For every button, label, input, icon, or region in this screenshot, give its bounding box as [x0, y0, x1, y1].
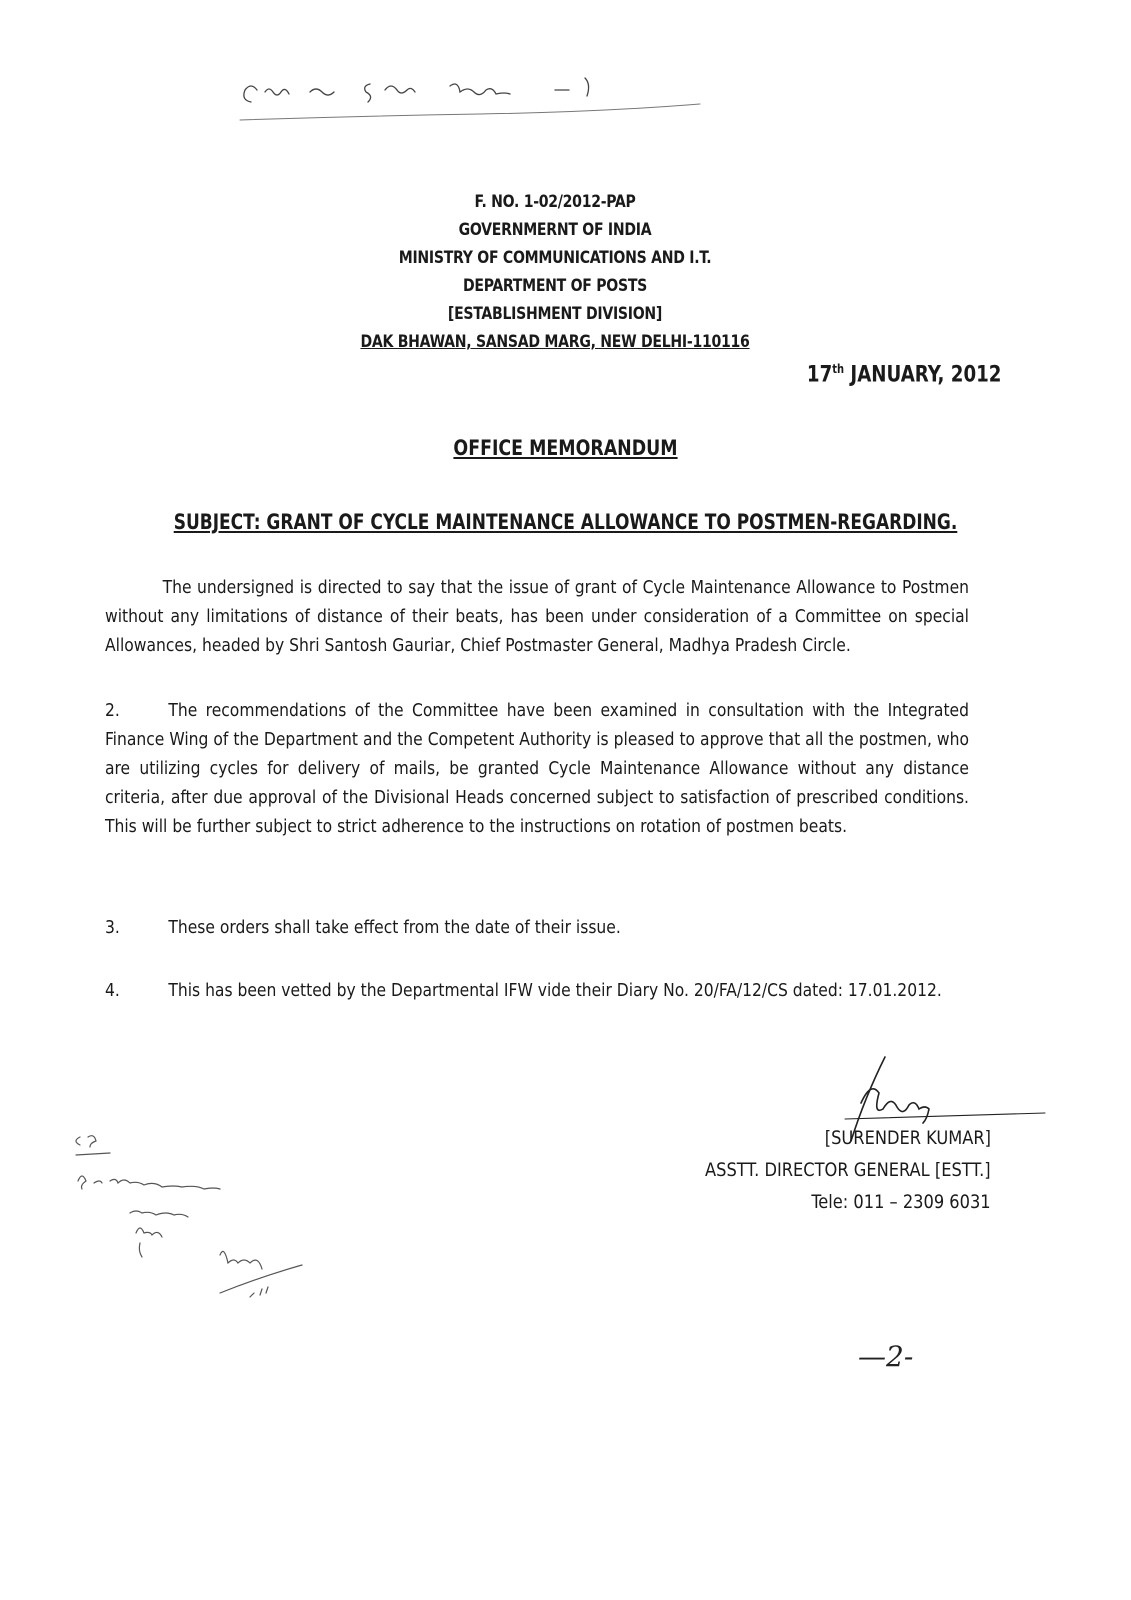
paragraph-2 — [105, 696, 969, 841]
file-number: F. NO. 1-02/2012-PAP — [474, 192, 636, 212]
memo-title: OFFICE MEMORANDUM — [453, 436, 678, 460]
letterhead — [293, 188, 817, 356]
paragraph-1: The undersigned is directed to say that the issue of grant of Cycle Maintenance Allowance to Postmen without any limitations of distance of their beats, has been under consideration of a Committee on special Allowances, headed by Shri Santosh Gauriar, Chief Postmaster General, Madhya Pradesh Circle. — [105, 577, 970, 656]
office-address: DAK BHAWAN, SANSAD MARG, NEW DELHI-110116 — [360, 332, 750, 352]
paragraph-2-number: 2. — [105, 700, 120, 721]
date-suffix: th — [831, 362, 844, 376]
ministry-name: MINISTRY OF COMMUNICATIONS AND I.T. — [398, 248, 712, 268]
paragraph-4 — [105, 980, 942, 1001]
department-name: DEPARTMENT OF POSTS — [462, 276, 648, 296]
handwritten-note-left — [70, 1125, 330, 1315]
paragraph-4-number: 4. — [105, 980, 120, 1001]
paragraph-3 — [105, 917, 621, 938]
handwritten-note-top — [235, 62, 715, 132]
page-number-marker: —2- — [858, 1340, 914, 1373]
paragraph-3-text: These orders shall take effect from the date of their issue. — [168, 917, 621, 938]
signatory-designation: ASSTT. DIRECTOR GENERAL [ESTT.] — [705, 1159, 991, 1181]
paragraph-4-text: This has been vetted by the Departmental IFW vide their Diary No. 20/FA/12/CS dated: 17.01.2012. — [168, 980, 942, 1001]
division-name: [ESTABLISHMENT DIVISION] — [447, 304, 663, 324]
signatory-name: [SURENDER KUMAR] — [824, 1127, 991, 1149]
paragraph-3-number: 3. — [105, 917, 120, 938]
date-rest: JANUARY, 2012 — [849, 362, 1001, 388]
paragraph-2-text: The recommendations of the Committee have been examined in consultation with the Integrated Finance Wing of the Department and the Competent Authority is pleased to approve that all the postmen, who are utilizing cycles for delivery of mails, be granted Cycle Maintenance Allowance without any distance criteria, after due approval of the Divisional Heads concerned subject to satisfaction of prescribed conditions. This will be further subject to strict adherence to the instructions on rotation of postmen beats. — [105, 700, 970, 837]
date-day: 17 — [806, 362, 832, 388]
memo-date — [806, 362, 1001, 387]
government-name: GOVERNMERNT OF INDIA — [458, 220, 652, 240]
signatory-telephone: Tele: 011 – 2309 6031 — [811, 1191, 991, 1213]
subject-line: SUBJECT: GRANT OF CYCLE MAINTENANCE ALLOWANCE TO POSTMEN-REGARDING. — [173, 510, 958, 534]
